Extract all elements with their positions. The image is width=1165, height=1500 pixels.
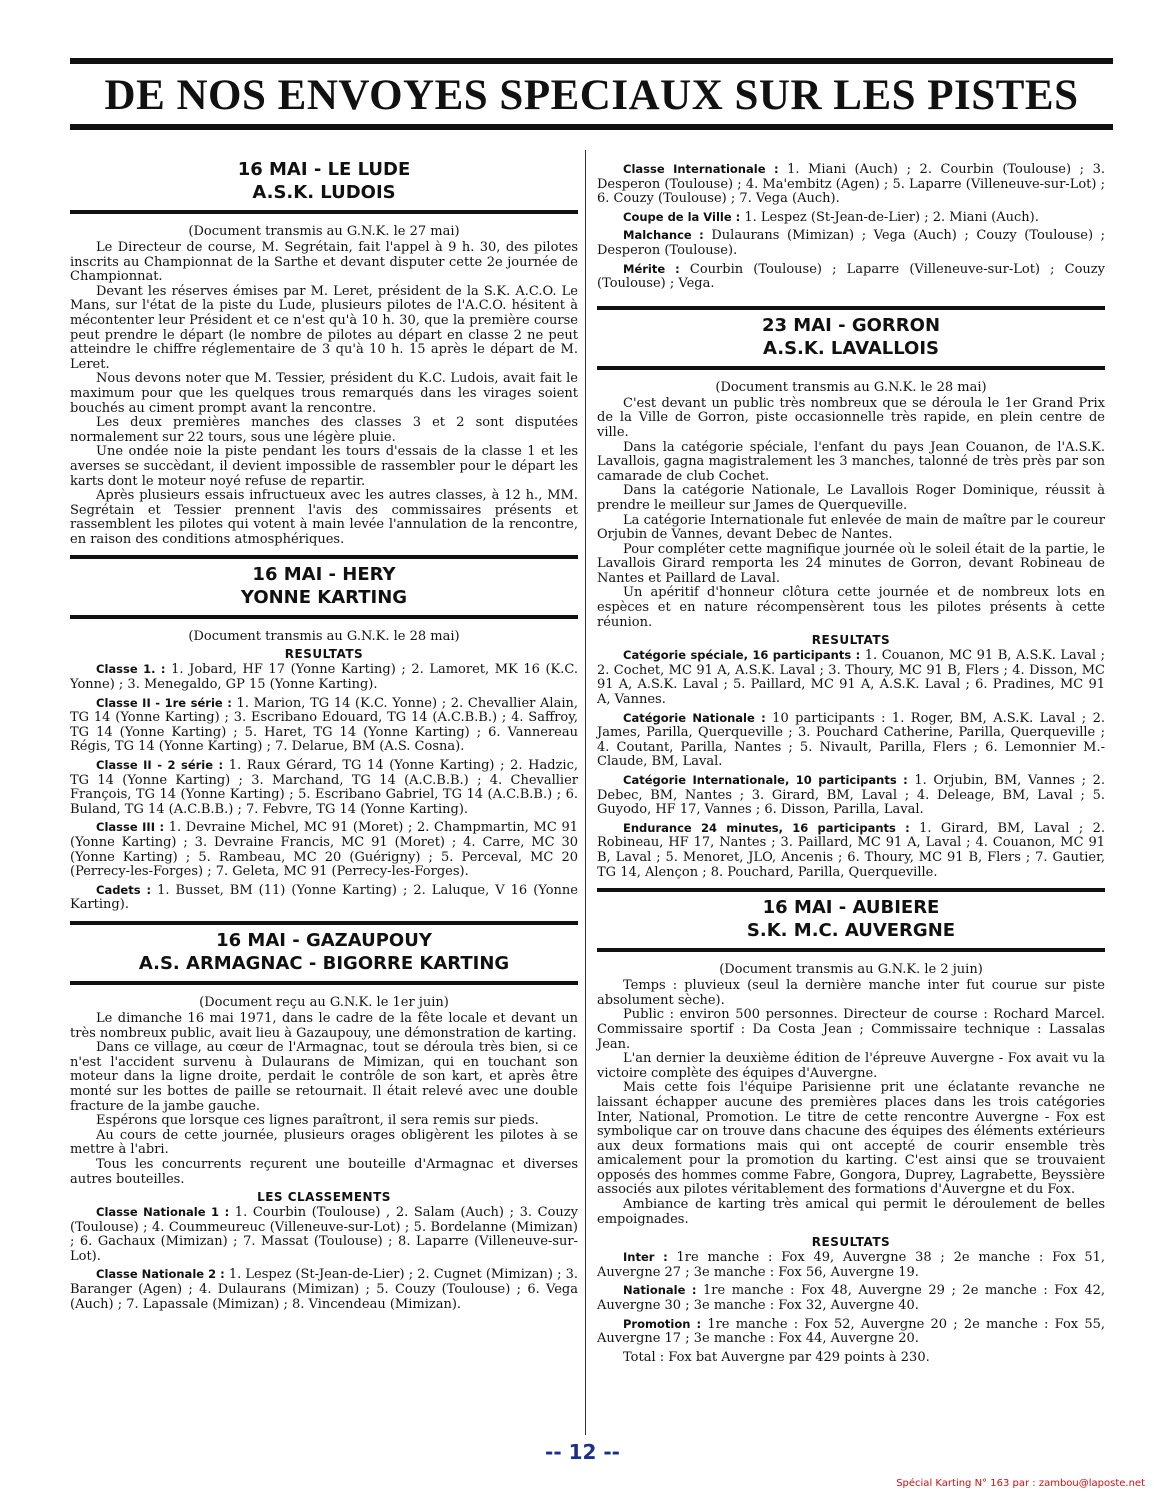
result-entry (70, 1205, 578, 1264)
paragraph: La catégorie Internationale fut enlevée de main de maître par le coureur Orjubin de Vannes, devant Debec de Nantes. (597, 512, 1105, 543)
article-le-lude (70, 158, 578, 547)
results-heading: RESULTATS (811, 633, 891, 648)
result-entry (597, 1250, 1105, 1280)
right-column (597, 150, 1105, 1368)
document-note: (Document transmis au G.N.K. le 28 mai) (188, 629, 460, 645)
article-date-title: 16 MAI - HERY (252, 564, 396, 586)
result-text: 1. Devraine Michel, MC 91 (Moret) ; 2. Champmartin, MC 91 (Yonne Karting) ; 3. Devraine Francis, MC 91 (Moret) ; 4. Carre, MC 30 (Yonne Karting) ; 5. Rambeau, MC 20 (Guérigny) ; 5. Perceval, MC 20 (Perrecy-les-Forges) ; 7. Geleta, MC 91 (Perrecy-les-Forges). (70, 820, 578, 880)
result-text: 1. Marion, TG 14 (K.C. Yonne) ; 2. Chevallier Alain, TG 14 (Yonne Karting) ; 3. Escribano Edouard, TG 14 (A.C.B.B.) ; 4. Saffroy, TG 14 (Yonne Karting) ; 5. Haret, TG 14 (Yonne Karting) ; 6. Vannereau Régis, TG 14 (Yonne Karting) ; 7. Delarue, BM (A.S. Cosna). (70, 695, 579, 755)
result-text: 1. Jobard, HF 17 (Yonne Karting) ; 2. Lamoret, MK 16 (K.C. Yonne) ; 3. Menegaldo, GP 15 (Yonne Karting). (70, 662, 578, 693)
result-entry (597, 228, 1105, 258)
section-rule (70, 210, 578, 214)
top-rule (70, 58, 1113, 64)
result-text: 1. Orjubin, BM, Vannes ; 2. Debec, BM, Nantes ; 3. Girard, BM, Laval ; 4. Deleage, BM, Laval ; 5. Guyodo, HF 17, Vannes ; 6. Disson, Parilla, Laval. (597, 773, 1105, 818)
result-label: Classe II - 1re série : (96, 695, 232, 710)
document-note: (Document reçu au G.N.K. le 1er juin) (199, 994, 449, 1010)
result-text: 1. Girard, BM, Laval ; 2. Robineau, HF 17, Nantes ; 3. Paillard, MC 91 A, Laval ; 4. Couanon, MC 91 B, Laval ; 5. Menoret, JLO, Ancenis ; 6. Thoury, MC 91 B, Flers ; 7. Gautier, TG 14, Alençon ; 8. Pouchard, Parilla, Querqueville. (597, 820, 1106, 880)
result-entry (70, 696, 578, 755)
result-entry (70, 820, 578, 879)
results-heading: RESULTATS (811, 1235, 891, 1250)
result-label: Classe III : (96, 820, 165, 835)
result-entry (597, 1283, 1105, 1313)
paragraph: Dans ce village, au cœur de l'Armagnac, tout se déroula très bien, si ce n'est l'accident survenu à Dulaurans de Mimizan, qui en touchant son moteur dans la ligne droite, perdait le contrôle de son kart, et après être monté sur les bottes de paille se retournait. Il était relevé avec une double fracture de la jambe gauche. (70, 1040, 578, 1114)
result-entry (597, 162, 1105, 207)
result-entry (597, 773, 1105, 818)
paragraph: Espérons que lorsque ces lignes paraîtront, il sera remis sur pieds. (96, 1113, 539, 1129)
result-text: 1re manche : Fox 49, Auvergne 38 ; 2e manche : Fox 51, Auvergne 27 ; 3e manche : Fox 56, Auvergne 19. (597, 1250, 1105, 1280)
result-text: Total : Fox bat Auvergne par 429 points à 230. (623, 1349, 930, 1365)
paragraph: Devant les réserves émises par M. Leret, président de la S.K. A.C.O. Le Mans, sur l'état de la piste du Lude, plusieurs pilotes de l'A.C.O. hésitent à mécontenter leur Président et ce n'est qu'à 10 h. 30, que la première course peut prendre le départ (le nombre de pilotes au départ en classe 2 ne peut atteindre le chiffre réglementaire de 3 qu'à 10 h. 15 après le départ de M. Leret. (70, 283, 578, 372)
paragraph: Mais cette fois l'équipe Parisienne prit une éclatante revanche ne laissant échapper aucune des premières places dans les trois catégories Inter, National, Promotion. Le titre de cette rencontre Auvergne - Fox est symbolique car on trouve dans chacune des équipes des éléments extérieurs aux deux formations mais qui ont accepté de courir ensemble très amicalement pour la promotion du karting. C'est ainsi que se trouvaient opposés des hommes comme Fabre, Gongora, Duprey, Lagrabette, Beyssière associés aux pilotes véritablement des formations d'Auvergne et du Fox. (597, 1080, 1105, 1198)
result-label: Classe Internationale : (623, 162, 779, 176)
article-club-title: A.S. ARMAGNAC - BIGORRE KARTING (138, 952, 510, 974)
section-rule (70, 981, 578, 985)
section-rule (70, 615, 578, 619)
article-aubiere (597, 888, 1105, 1365)
result-text: 10 participants : 1. Roger, BM, A.S.K. Laval ; 2. James, Parilla, Querqueville ; 3. Pouchard Catherine, Parilla, Querqueville ; 4. Coutant, Parilla, Nantes ; 5. Nivault, Parilla, Flers ; 6. Lemonnier M.-Claude, BM, Laval. (597, 710, 1105, 770)
result-text: Dulaurans (Mimizan) ; Vega (Auch) ; Couzy (Toulouse) ; Desperon (Toulouse). (597, 228, 1105, 258)
gazaupouy-continued (597, 162, 1105, 292)
article-hery (70, 555, 578, 913)
page-banner: DE NOS ENVOYES SPECIAUX SUR LES PISTES (104, 72, 1079, 119)
section-rule (597, 306, 1105, 310)
result-text: 1. Miani (Auch) ; 2. Courbin (Toulouse) ; 3. Desperon (Toulouse) ; 4. Ma'embitz (Agen) ; 5. Laparre (Villeneuve-sur-Lot) ; 6. Couzy (Toulouse) ; 7. Vega (Auch). (597, 162, 1105, 207)
results-heading: RESULTATS (284, 647, 364, 662)
document-note: (Document transmis au G.N.K. le 27 mai) (188, 224, 460, 239)
result-label: Cadets : (96, 882, 152, 897)
section-rule (597, 366, 1105, 370)
result-label: Classe II - 2 série : (96, 758, 224, 773)
article-club-title: S.K. M.C. AUVERGNE (746, 920, 956, 942)
result-label: Coupe de la Ville : (623, 209, 741, 224)
document-note: (Document transmis au G.N.K. le 2 juin) (719, 962, 983, 978)
document-note: (Document transmis au G.N.K. le 28 mai) (715, 379, 987, 395)
result-entry (597, 210, 1105, 226)
section-rule (70, 555, 578, 559)
result-text: 1re manche : Fox 48, Auvergne 29 ; 2e manche : Fox 42, Auvergne 30 ; 3e manche : Fox 32, Auvergne 40. (597, 1283, 1105, 1314)
paragraph: Pour compléter cette magnifique journée où le soleil était de la partie, le Lavallois Girard remporta les 24 minutes de Gorron, devant Robineau de Nantes et Paillard de Laval. (597, 541, 1105, 586)
result-entry (597, 1317, 1105, 1347)
article-gorron (597, 306, 1105, 880)
column-divider (585, 150, 586, 1435)
paragraph: Le Directeur de course, M. Segrétain, fait l'appel à 9 h. 30, des pilotes inscrits au Championnat de la Sarthe et devant disputer cette 2e journée de Championnat. (70, 240, 578, 285)
article-date-title: 16 MAI - LE LUDE (237, 159, 411, 180)
result-label: Classe Nationale 1 : (96, 1205, 230, 1220)
result-label: Catégorie spéciale, 16 participants : (623, 648, 861, 663)
paragraph: Au cours de cette journée, plusieurs orages obligèrent les pilotes à se mettre à l'abri. (70, 1127, 578, 1158)
page-number: -- 12 -- (545, 1440, 620, 1464)
left-column (70, 150, 578, 1315)
paragraph: Dans la catégorie spéciale, l'enfant du pays Jean Couanon, de l'A.S.K. Lavallois, gagna magistralement les 3 manches, talonné de très près par son camarade de club Cochet. (597, 439, 1105, 484)
paragraph: L'an dernier la deuxième édition de l'épreuve Auvergne - Fox avait vu la victoire complète des équipes d'Auvergne. (597, 1051, 1105, 1081)
paragraph: Tous les concurrents reçurent une bouteille d'Armagnac et diverses autres bouteilles. (70, 1156, 578, 1187)
paragraph: Ambiance de karting très amical qui permit le déroulement de belles empoignades. (597, 1197, 1105, 1227)
result-entry (70, 883, 578, 913)
article-club-title: YONNE KARTING (240, 587, 408, 609)
article-date-title: 16 MAI - AUBIERE (762, 897, 940, 919)
paragraph: Après plusieurs essais infructueux avec les autres classes, à 12 h., MM. Segrétain et Tessier prennent l'avis des commissaires présents et rassemblent les pilotes qui votent à main levée l'annulation de la rencontre, en raison des conditions atmosphériques. (70, 488, 578, 547)
result-label: Endurance 24 minutes, 16 participants : (623, 820, 910, 835)
result-label: Malchance : (623, 228, 704, 243)
section-rule (597, 888, 1105, 892)
paragraph: Nous devons noter que M. Tessier, président du K.C. Ludois, avait fait le maximum pour que les quelques trous remarqués dans les virages soient bouchés au ciment prompt avant la rencontre. (70, 371, 578, 416)
result-label: Catégorie Internationale, 10 participants : (623, 773, 908, 787)
result-entry (70, 1267, 578, 1312)
result-label: Promotion : (623, 1316, 702, 1331)
result-text: 1. Raux Gérard, TG 14 (Yonne Karting) ; 2. Hadzic, TG 14 (Yonne Karting) ; 3. Marchand, TG 14 (A.C.B.B.) ; 4. Chevallier François, TG 14 (Yonne Karting) ; 5. Escribano Gabriel, TG 14 (A.C.B.B.) ; 6. Buland, TG 14 (A.C.B.B.) ; 7. Febvre, TG 14 (Yonne Karting). (70, 758, 578, 817)
result-text: 1. Courbin (Toulouse) , 2. Salam (Auch) ; 3. Couzy (Toulouse) ; 4. Coummeureuc (Villeneuve-sur-Lot) ; 5. Bordelanne (Mimizan) ; 6. Gachaux (Mimizan) ; 7. Massat (Toulouse) ; 8. Laparre (Villeneuve-sur-Lot). (70, 1205, 578, 1264)
result-text: 1. Couanon, MC 91 B, A.S.K. Laval ; 2. Cochet, MC 91 A, A.S.K. Laval ; 3. Thoury, MC 91 B, Flers ; 4. Disson, MC 91 A, A.S.K. Laval ; 5. Paillard, MC 91 A, A.S.K. Laval ; 6. Pradines, MC 91 A, Vannes. (597, 648, 1105, 708)
paragraph: Le dimanche 16 mai 1971, dans le cadre de la fête locale et devant un très nombreux public, avait lieu à Gazaupouy, une démonstration de karting. (70, 1010, 578, 1041)
paragraph: C'est devant un public très nombreux que se déroula le 1er Grand Prix de la Ville de Gorron, piste occasionnelle très rapide, en plein centre de ville. (597, 395, 1105, 440)
paragraph: Temps : pluvieux (seul la dernière manche inter fut courue sur piste absolument sèche). (597, 978, 1105, 1008)
paragraph: Une ondée noie la piste pendant les tours d'essais de la classe 1 et les averses se succèdant, il devient impossible de rassembler pour le départ les karts dont le moteur noyé refuse de repartir. (70, 444, 578, 489)
result-label: Classe Nationale 2 : (96, 1267, 225, 1282)
result-label: Classe 1. : (96, 662, 166, 677)
paragraph: Public : environ 500 personnes. Directeur de course : Rochard Marcel. Commissaire sportif : Da Costa Jean ; Commissaire technique : Lassalas Jean. (597, 1007, 1105, 1052)
results-heading: LES CLASSEMENTS (257, 1190, 391, 1205)
result-entry (597, 262, 1105, 292)
paragraph: Dans la catégorie Nationale, Le Lavallois Roger Dominique, réussit à prendre le meilleur sur James de Querqueville. (597, 483, 1105, 513)
article-date-title: 16 MAI - GAZAUPOUY (216, 929, 432, 951)
article-club-title: A.S.K. LAVALLOIS (762, 337, 940, 359)
result-text: 1. Lespez (St-Jean-de-Lier) ; 2. Miani (Auch). (740, 209, 1039, 225)
article-date-title: 23 MAI - GORRON (761, 314, 941, 336)
result-text: 1. Lespez (St-Jean-de-Lier) ; 2. Cugnet (Mimizan) ; 3. Baranger (Agen) ; 4. Dulaurans (Mimizan) ; 5. Couzy (Toulouse) ; 6. Vega (Auch) ; 7. Lapassale (Mimizan) ; 8. Vincendeau (Mimizan). (70, 1267, 578, 1312)
result-label: Inter : (623, 1250, 668, 1265)
result-entry (70, 758, 578, 817)
result-text: 1. Busset, BM (11) (Yonne Karting) ; 2. Laluque, V 16 (Yonne Karting). (70, 882, 578, 913)
result-entry (597, 648, 1105, 707)
result-entry (597, 821, 1105, 880)
result-text: Courbin (Toulouse) ; Laparre (Villeneuve-sur-Lot) ; Couzy (Toulouse) ; Vega. (597, 261, 1105, 292)
result-label: Mérite : (623, 261, 680, 276)
result-entry (70, 662, 578, 692)
result-total (597, 1350, 1105, 1366)
result-entry (597, 711, 1105, 770)
paragraph: Les deux premières manches des classes 3 et 2 sont disputées normalement sur 22 tours, sous une légère pluie. (70, 415, 578, 445)
result-label: Catégorie Nationale : (623, 710, 766, 725)
article-club-title: A.S.K. LUDOIS (252, 182, 396, 203)
banner-rule (70, 124, 1113, 130)
result-text: 1re manche : Fox 52, Auvergne 20 ; 2e manche : Fox 55, Auvergne 17 ; 3e manche : Fox 44, Auvergne 20. (597, 1316, 1106, 1347)
article-gazaupouy (70, 921, 578, 1312)
footer-credit: Spécial Karting N° 163 par : zambou@laposte.net (896, 1478, 1145, 1489)
section-rule (70, 921, 578, 925)
paragraph: Un apéritif d'honneur clôtura cette journée et de nombreux lots en espèces et en nature récompensèrent tous les pilotes présents à cette réunion. (597, 585, 1105, 630)
section-rule (597, 948, 1105, 952)
result-label: Nationale : (623, 1283, 697, 1298)
